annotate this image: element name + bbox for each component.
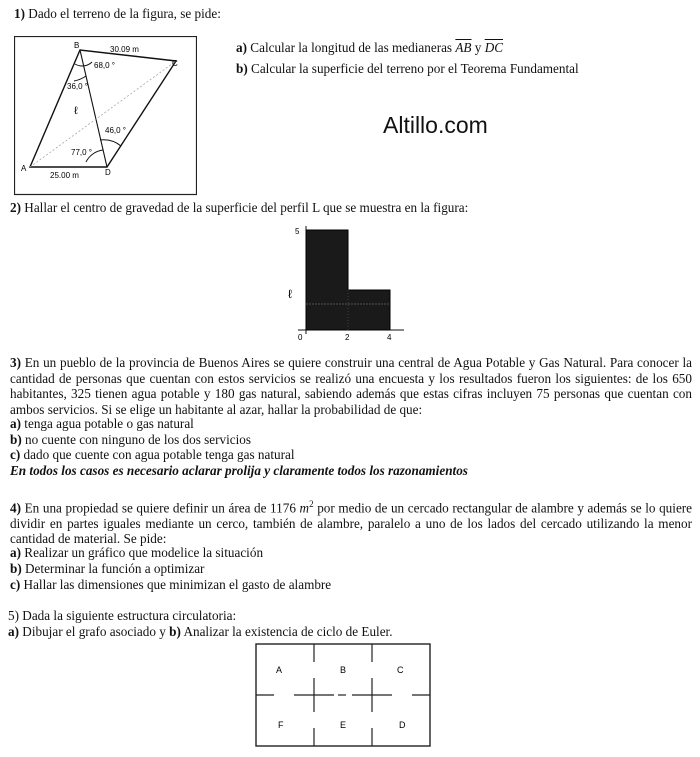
- q1-side-ad: 25.00 m: [50, 171, 79, 180]
- q3-text: En un pueblo de la provincia de Buenos Aires se quiere construir una central de Agua Potable y Gas Natural. Para conocer la cantidad de personas que cuentan con estos servicios se realizó una encuesta y los resultados fueron los siguientes: de los 650 habitantes, 325 tienen agua potable y 180 gas natural, sabiendo además que estas cifras incluyen 75 personas que cuentan con ambos servicios. Si se elige un habitante al azar, hallar la probabilidad de que:: [10, 355, 693, 417]
- q2-x-2: 2: [345, 333, 350, 342]
- q5-a-label: a): [8, 624, 19, 639]
- q1-b-text: Calcular la superficie del terreno por el Teorema Fundamental: [251, 61, 579, 76]
- q4-c-label: c): [10, 577, 21, 592]
- q2-x-0: 0: [298, 333, 303, 342]
- q3-c-text: dado que cuente con agua potable tenga gas natural: [23, 447, 295, 462]
- q5-circulation-structure: [254, 642, 434, 750]
- q5-text: Dada la siguiente estructura circulatoria:: [22, 608, 237, 623]
- q4-a-text: Realizar un gráfico que modelice la situación: [24, 545, 264, 560]
- q4-part-a: [10, 545, 263, 561]
- q1-label-C: C: [172, 59, 178, 68]
- q5-a-text: Dibujar el grafo asociado y: [22, 624, 166, 639]
- q3-number: 3): [10, 355, 21, 370]
- q3-part-c: [10, 447, 295, 463]
- q5-room-e: E: [340, 720, 347, 730]
- q1-angle-b: 68,0 °: [94, 61, 115, 70]
- q1-a-text: Calcular la longitud de las medianeras: [250, 40, 453, 55]
- q1-diag-mark: ℓ: [74, 105, 78, 117]
- q4-c-text: Hallar las dimensiones que minimizan el gasto de alambre: [23, 577, 332, 592]
- q4-text-before: En una propiedad se quiere definir un área de 1176: [24, 500, 296, 516]
- q5-b-label: b): [169, 624, 181, 639]
- q2-l-profile-figure: [284, 222, 410, 344]
- q3-a-text: tenga agua potable o gas natural: [24, 416, 194, 431]
- watermark: Altillo.com: [383, 112, 488, 138]
- q5-room-a: A: [276, 665, 283, 675]
- q1-terrain-figure: [14, 36, 197, 196]
- q3-b-text: no cuente con ninguno de los dos servicios: [25, 432, 252, 447]
- q1-angle-d2: 77,0 °: [71, 148, 92, 157]
- q3-part-b: [10, 432, 251, 448]
- q4-unit: m: [299, 500, 310, 516]
- q1-segment-dc: $\overline{DC}$: [484, 40, 504, 55]
- q4-unit-exp: 2: [309, 499, 314, 509]
- q2-statement: [10, 200, 468, 216]
- q5-room-c: C: [397, 665, 404, 675]
- q2-y-mid: ℓ: [288, 287, 292, 301]
- q5-room-f: F: [278, 720, 284, 730]
- q1-label-D: D: [105, 168, 111, 177]
- q1-label-B: B: [74, 41, 80, 50]
- q3-statement: [10, 355, 692, 417]
- q1-angle-d1: 46,0 °: [105, 126, 126, 135]
- q2-y-5: 5: [295, 227, 300, 236]
- q4-statement: [10, 497, 692, 547]
- q1-conjunction: y: [474, 40, 482, 55]
- q2-x-4: 4: [387, 333, 392, 342]
- q1-statement: [14, 6, 221, 22]
- q3-c-label: c): [10, 447, 21, 462]
- q5-statement: [8, 608, 236, 624]
- q1-a-label: a): [236, 40, 247, 55]
- q5-b-text: Analizar la existencia de ciclo de Euler.: [183, 624, 393, 639]
- q1-number: 1): [14, 6, 25, 21]
- q1-label-A: A: [21, 164, 27, 173]
- q1-part-b: [236, 61, 579, 77]
- q4-a-label: a): [10, 545, 21, 560]
- q4-b-text: Determinar la función a optimizar: [25, 561, 205, 576]
- q1-part-a: [236, 40, 503, 56]
- q1-segment-ab: $\overline{AB}$: [455, 40, 472, 55]
- q4-text-after: por medio de un cercado rectangular de alambre y además se lo quiere dividir en partes iguales mediante un cerco, también de alambre, paralelo a uno de los lados del cercado utilizando la menor cantidad de material. Se pide:: [10, 500, 693, 547]
- q5-room-d: D: [399, 720, 406, 730]
- q3-part-a: [10, 416, 194, 432]
- q3-a-label: a): [10, 416, 21, 431]
- q4-number: 4): [10, 500, 21, 516]
- q2-number: 2): [10, 200, 21, 215]
- q2-text: Hallar el centro de gravedad de la superficie del perfil L que se muestra en la figura:: [24, 200, 469, 215]
- q1-angle-b2: 36,0 °: [67, 82, 88, 91]
- q5-parts: [8, 624, 393, 640]
- q1-b-label: b): [236, 61, 248, 76]
- q3-note: En todos los casos es necesario aclarar prolija y claramente todos los razonamientos: [10, 463, 468, 478]
- q1-text: Dado el terreno de la figura, se pide:: [28, 6, 221, 21]
- q5-room-b: B: [340, 665, 347, 675]
- q5-number: 5): [8, 608, 19, 623]
- q1-side-bc: 30.09 m: [110, 45, 139, 54]
- q4-b-label: b): [10, 561, 22, 576]
- q4-part-c: [10, 577, 331, 593]
- q4-part-b: [10, 561, 204, 577]
- q3-b-label: b): [10, 432, 22, 447]
